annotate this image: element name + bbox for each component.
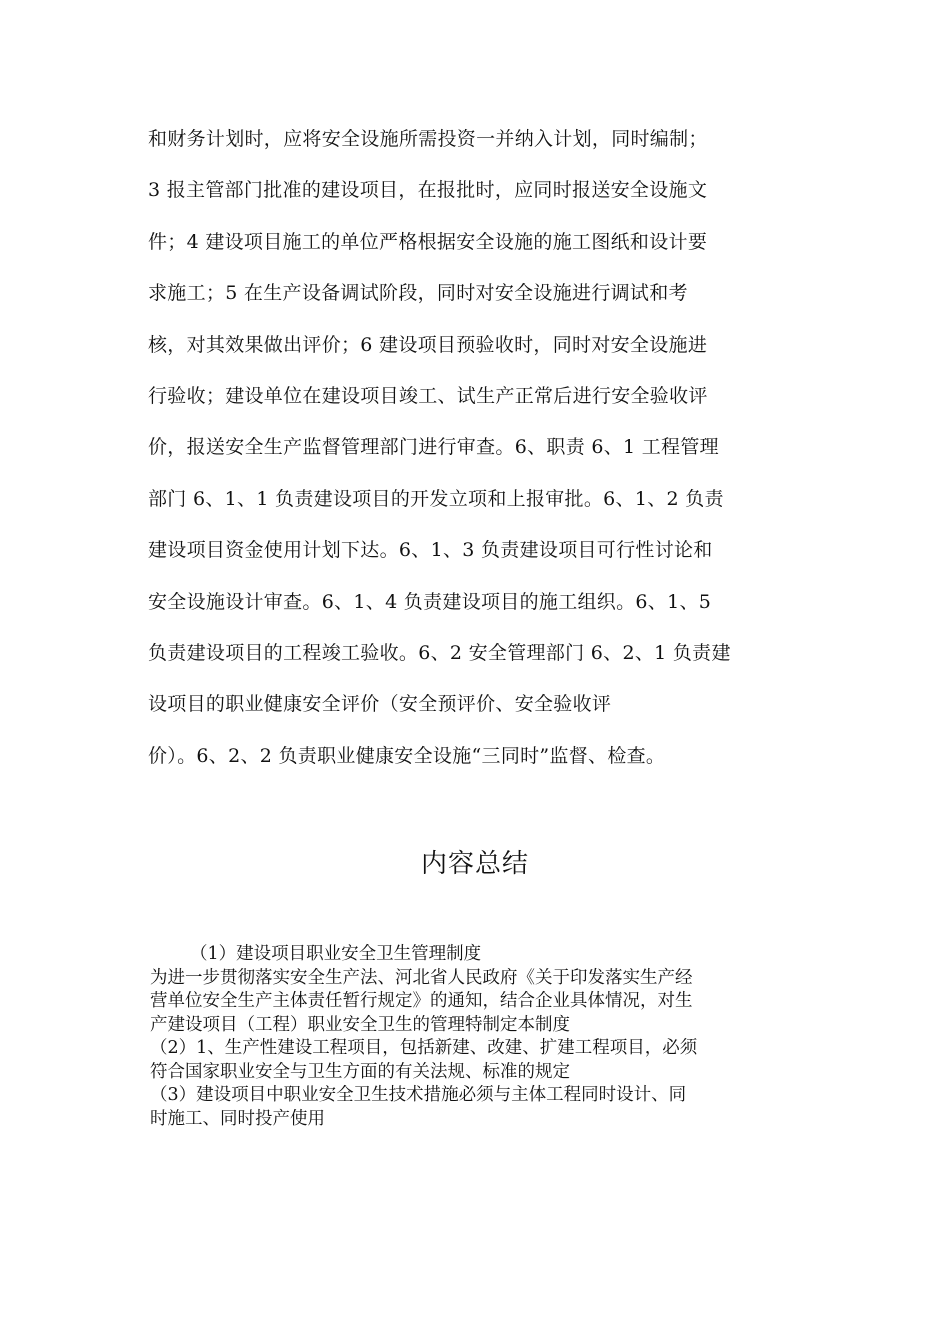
body-line: 求施工；5 在生产设备调试阶段，同时对安全设施进行调试和考 — [148, 282, 688, 305]
body-line: 建设项目资金使用计划下达。6、1、3 负责建设项目可行性讨论和 — [148, 539, 713, 562]
summary-text — [150, 943, 810, 1131]
summary-line: 营单位安全生产主体责任暂行规定》的通知，结合企业具体情况，对生 — [150, 991, 693, 1011]
summary-title: 内容总结 — [420, 849, 529, 879]
body-line: 行验收；建设单位在建设项目竣工、试生产正常后进行安全验收评 — [148, 384, 708, 407]
body-text — [148, 122, 828, 790]
body-line: 安全设施设计审查。6、1、4 负责建设项目的施工组织。6、1、5 — [148, 590, 712, 613]
summary-line: （2）1、生产性建设工程项目，包括新建、改建、扩建工程项目，必须 — [150, 1038, 698, 1058]
body-line: 和财务计划时，应将安全设施所需投资一并纳入计划，同时编制； — [148, 128, 708, 150]
summary-line: （3）建设项目中职业安全卫生技术措施必须与主体工程同时设计、同 — [150, 1085, 687, 1105]
summary-line: 符合国家职业安全与卫生方面的有关法规、标准的规定 — [150, 1061, 570, 1082]
body-line: 件；4 建设项目施工的单位严格根据安全设施的施工图纸和设计要 — [148, 230, 708, 253]
body-line: 部门 6、1、1 负责建设项目的开发立项和上报审批。6、1、2 负责 — [148, 487, 724, 510]
summary-line: （1）建设项目职业安全卫生管理制度 — [190, 944, 482, 964]
summary-line: 为进一步贯彻落实安全生产法、河北省人民政府《关于印发落实生产经 — [150, 967, 693, 988]
body-line: 价，报送安全生产监督管理部门进行审查。6、职责 6、1 工程管理 — [148, 436, 719, 459]
body-line: 价）。6、2、2 负责职业健康安全设施“三同时”监督、检查。 — [148, 744, 666, 767]
body-line: 3 报主管部门批准的建设项目，在报批时，应同时报送安全设施文 — [148, 179, 708, 202]
summary-line: 时施工、同时投产使用 — [150, 1108, 325, 1129]
body-line: 核，对其效果做出评价；6 建设项目预验收时，同时对安全设施进 — [148, 333, 708, 356]
summary-line: 产建设项目（工程）职业安全卫生的管理特制定本制度 — [150, 1014, 570, 1035]
body-line: 设项目的职业健康安全评价（安全预评价、安全验收评 — [148, 693, 612, 716]
body-line: 负责建设项目的工程竣工验收。6、2 安全管理部门 6、2、1 负责建 — [148, 641, 731, 664]
